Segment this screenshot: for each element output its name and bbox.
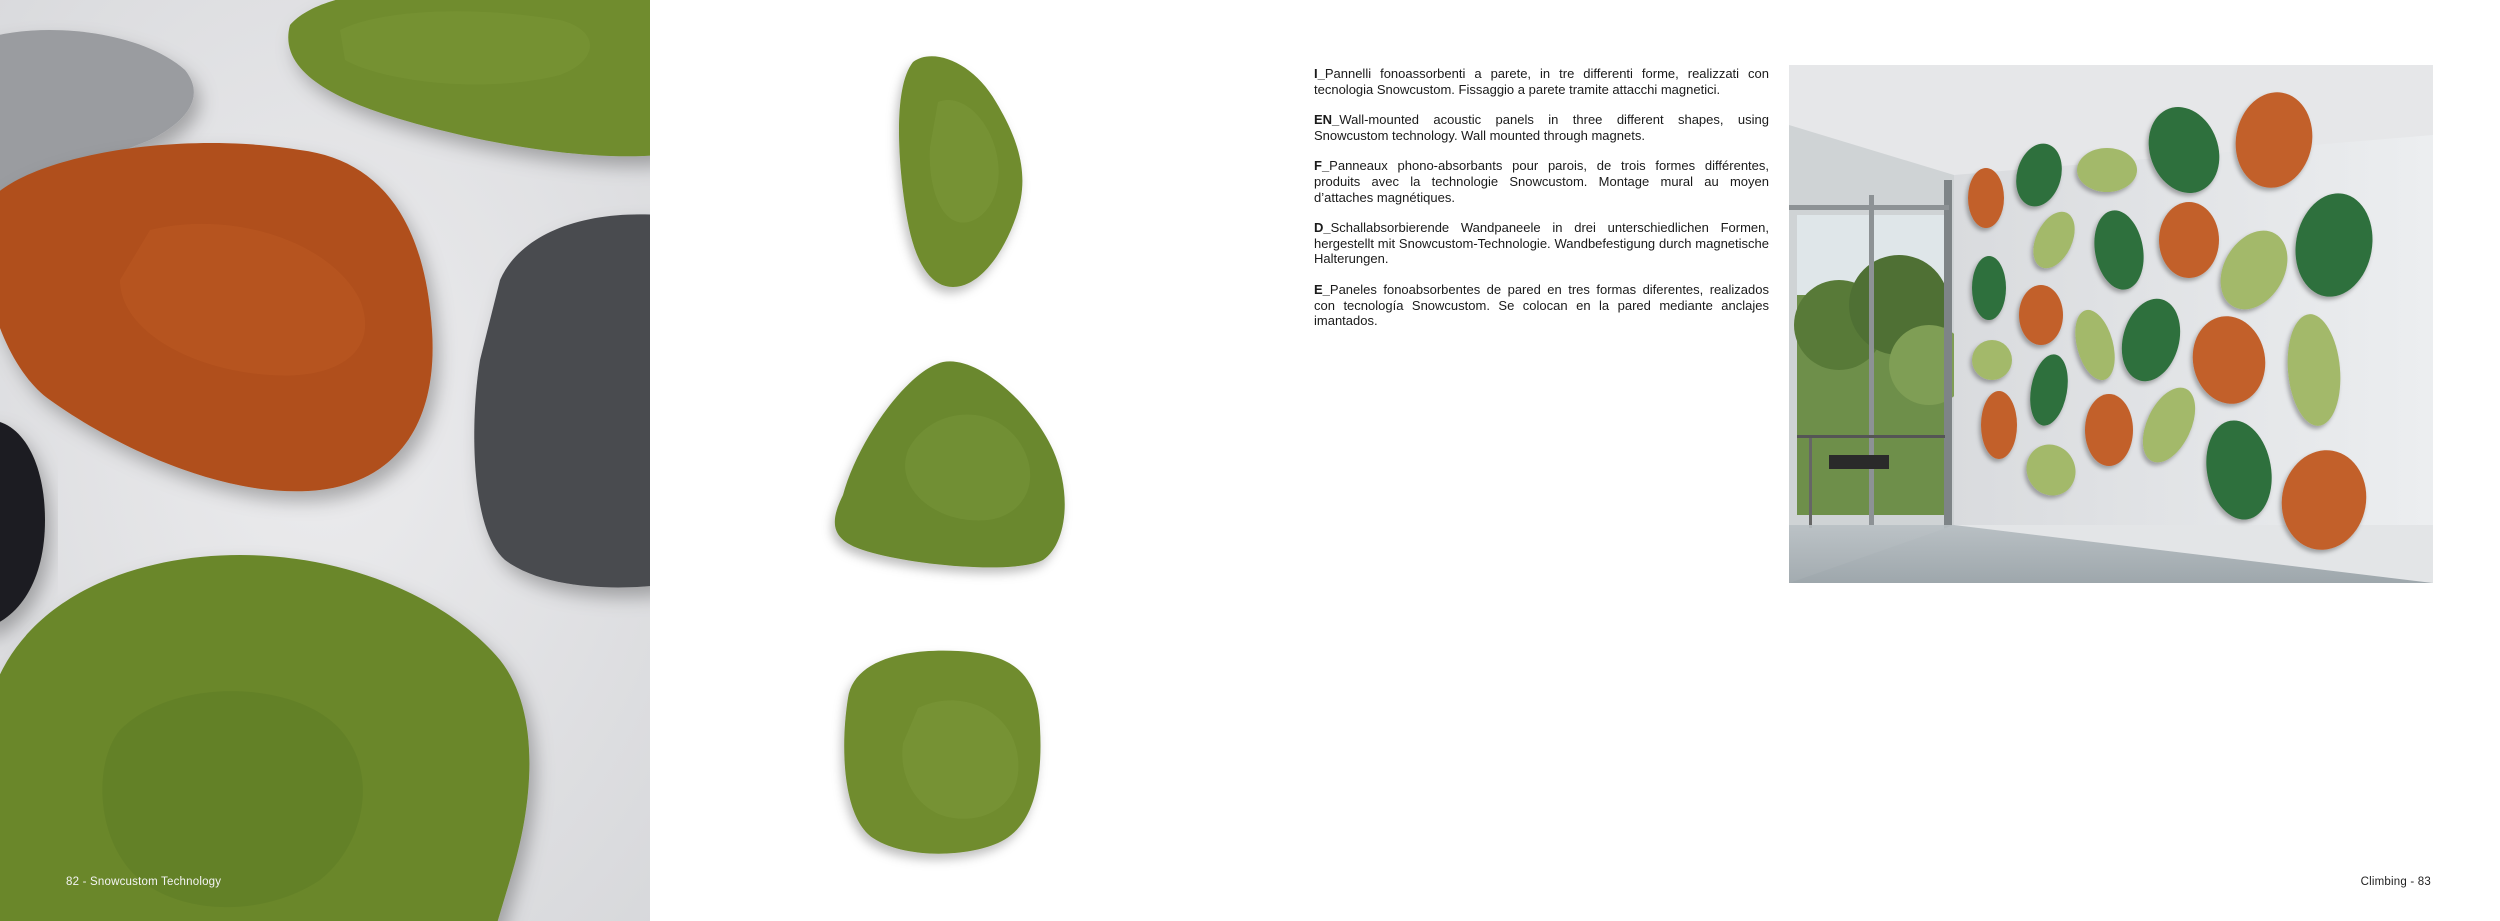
room-illustration xyxy=(1789,65,2433,583)
felt-panels-closeup-photo xyxy=(0,0,650,921)
right-page-folio: Climbing - 83 xyxy=(2360,876,2431,888)
installation-room-photo xyxy=(1789,65,2433,583)
description-italian: I_Pannelli fonoassorbenti a parete, in tre differenti forme, realizzati con tecnologia Snowcustom. Fissaggio a parete tramite attacchi magnetici. xyxy=(1314,66,1769,97)
felt-panels-illustration xyxy=(0,0,650,921)
description-german: D_Schallabsorbierende Wandpaneele in drei unterschiedlichen Formen, hergestellt mit Snowcustom-Technologie. Wandbefestigung durch magnetische Halterungen. xyxy=(1314,220,1769,267)
description-french: F_Panneaux phono-absorbants pour parois, de trois formes différentes, produits avec la technologie Snowcustom. Montage mural au moyen d’attaches magnétiques. xyxy=(1314,158,1769,205)
panel-shape-1 xyxy=(748,42,1156,307)
left-page-folio: 82 - Snowcustom Technology xyxy=(66,876,222,888)
panel-shape-2 xyxy=(748,340,1156,598)
description-english: EN_Wall-mounted acoustic panels in three different shapes, using Snowcustom technology. Wall mounted through magnets. xyxy=(1314,112,1769,143)
product-description xyxy=(1314,66,1769,344)
panel-shape-3 xyxy=(748,618,1156,893)
description-spanish: E_Paneles fonoabsorbentes de pared en tres formas diferentes, realizados con tecnología Snowcustom. Se colocan en la pared mediante anclajes imantados. xyxy=(1314,281,1769,329)
